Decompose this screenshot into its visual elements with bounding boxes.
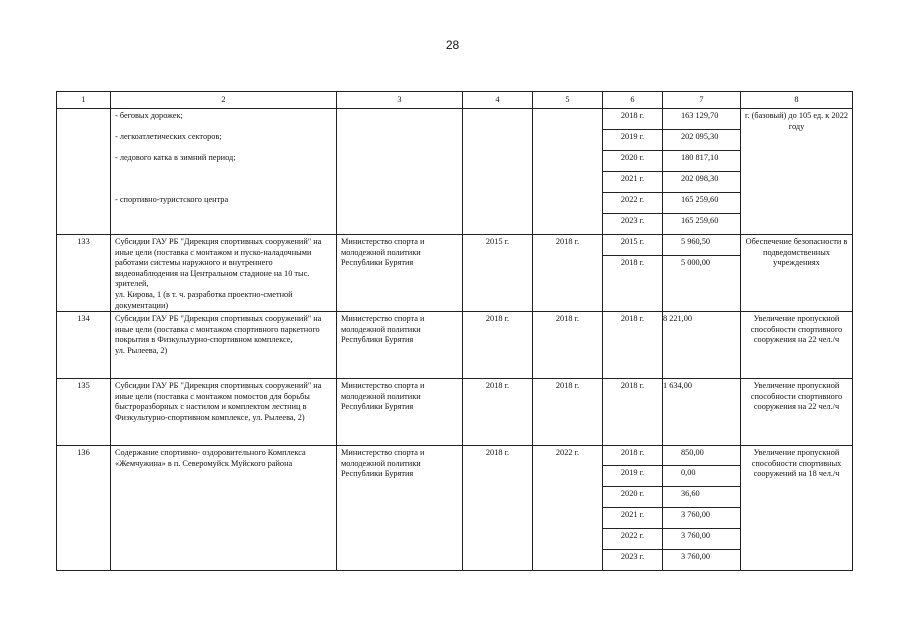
amount-value: 850,00 (663, 446, 740, 466)
column-header: 1 (57, 92, 111, 109)
table-row (57, 235, 853, 312)
amount-value: 3 760,00 (663, 529, 740, 550)
description-cell: Субсидии ГАУ РБ "Дирекция спортивных сооружений" на иные цели (поставка с монтажом помостов для борьбы быстроразборных с настилом и комплектом лестниц в Физкультурно-спортивном комплексе, ул. Рылеева, 2) (111, 379, 337, 446)
executor-cell: Министерство спорта и молодежной политики Республики Бурятия (337, 379, 463, 446)
end-year-cell: 2018 г. (533, 235, 603, 312)
column-header: 4 (463, 92, 533, 109)
amount-value: 3 760,00 (681, 552, 711, 562)
year-value: 2018 г. (603, 109, 662, 130)
table-row (57, 446, 853, 571)
year-value: 2022 г. (603, 529, 662, 550)
table-row (57, 379, 853, 446)
year-list-cell (603, 109, 663, 235)
year-value: 2018 г. (620, 258, 645, 267)
end-year-cell: 2022 г. (533, 446, 603, 571)
amount-list-cell (663, 109, 741, 235)
table-row (57, 312, 853, 379)
list-item: - беговых дорожек; (115, 111, 183, 120)
amount-value: 5 000,00 (681, 258, 711, 267)
start-year-cell: 2018 г. (463, 312, 533, 379)
year-value: 2020 г. (603, 487, 662, 508)
end-year-cell: 2018 г. (533, 379, 603, 446)
amount-value: 5 960,50 (663, 235, 740, 256)
result-cell: Увеличение пропускной способности спортивного сооружения на 22 чел./ч (741, 379, 853, 446)
result-cell: Увеличение пропускной способности спортивных сооружений на 18 чел./ч (741, 446, 853, 571)
row-number-cell: 135 (57, 379, 111, 446)
start-year-cell: 2018 г. (463, 446, 533, 571)
amount-value: 202 095,30 (663, 130, 740, 151)
amount-value: 163 129,70 (663, 109, 740, 130)
amount-value: 180 817,10 (663, 151, 740, 172)
executor-cell: Министерство спорта и молодежной политики Республики Бурятия (337, 235, 463, 312)
amount-value: 3 760,00 (663, 508, 740, 529)
start-year-cell: 2018 г. (463, 379, 533, 446)
result-cell: Увеличение пропускной способности спортивного сооружения на 22 чел./ч (741, 312, 853, 379)
row-number-cell: 134 (57, 312, 111, 379)
program-table (56, 91, 853, 571)
column-header: 3 (337, 92, 463, 109)
end-year-cell: 2018 г. (533, 312, 603, 379)
column-header: 2 (111, 92, 337, 109)
year-value: 2023 г. (620, 216, 645, 225)
table-row-continuation (57, 109, 853, 235)
executor-cell (337, 109, 463, 235)
year-value: 2018 г. (603, 379, 663, 446)
amount-value: 36,60 (663, 487, 740, 508)
row-number-cell: 133 (57, 235, 111, 312)
description-cell: Субсидии ГАУ РБ "Дирекция спортивных сооружений" на иные цели (поставка с монтажом и пуско-наладочными работами системы наружного и внутреннего видеонаблюдения на Центральном стадионе на 10 тыс. зрителей, ул. Кирова, 1 (в т. ч. разработка проектно-сметной документации) (111, 235, 337, 312)
column-header: 7 (663, 92, 741, 109)
year-value: 2018 г. (603, 446, 662, 466)
year-value: 2021 г. (603, 508, 662, 529)
amount-value: 8 221,00 (663, 312, 741, 379)
result-cell: г. (базовый) до 105 ед. к 2022 году (741, 109, 853, 235)
amount-value: 165 259,60 (663, 193, 740, 214)
column-header: 6 (603, 92, 663, 109)
year-value: 2018 г. (603, 312, 663, 379)
start-year-cell (463, 109, 533, 235)
amount-list-cell (663, 446, 741, 571)
description-cell (111, 109, 337, 235)
amount-list-cell (663, 235, 741, 312)
table-header-row (57, 92, 853, 109)
list-item: - ледового катка в зимний период; (115, 153, 236, 162)
amount-value: 0,00 (663, 466, 740, 487)
end-year-cell (533, 109, 603, 235)
row-number-cell: 136 (57, 446, 111, 571)
year-list-cell (603, 235, 663, 312)
start-year-cell: 2015 г. (463, 235, 533, 312)
year-value: 2019 г. (603, 130, 662, 151)
amount-value: 165 259,60 (681, 216, 719, 225)
year-value: 2020 г. (603, 151, 662, 172)
result-cell: Обеспечение безопасности в подведомственных учреждениях (741, 235, 853, 312)
year-value: 2015 г. (603, 235, 662, 256)
amount-value: 1 634,00 (663, 379, 741, 446)
year-value: 2023 г. (620, 552, 645, 562)
executor-cell: Министерство спорта и молодежной политики Республики Бурятия (337, 312, 463, 379)
column-header: 8 (741, 92, 853, 109)
amount-value: 202 098,30 (663, 172, 740, 193)
year-list-cell (603, 446, 663, 571)
column-header: 5 (533, 92, 603, 109)
page-number: 28 (445, 38, 460, 52)
year-value: 2019 г. (603, 466, 662, 487)
description-cell: Субсидии ГАУ РБ "Дирекция спортивных сооружений" на иные цели (поставка с монтажом спортивного паркетного покрытия в Физкультурно-спортивном комплексе, ул. Рылеева, 2) (111, 312, 337, 379)
year-value: 2022 г. (603, 193, 662, 214)
description-cell: Содержание спортивно- оздоровительного Комплекса «Жемчужина» в п. Северомуйск Муйского района (111, 446, 337, 571)
list-item: - спортивно-туристского центра (115, 195, 229, 204)
year-value: 2021 г. (603, 172, 662, 193)
list-item: - легкоатлетических секторов; (115, 132, 222, 141)
row-number-cell (57, 109, 111, 235)
executor-cell: Министерство спорта и молодежной политики Республики Бурятия (337, 446, 463, 571)
